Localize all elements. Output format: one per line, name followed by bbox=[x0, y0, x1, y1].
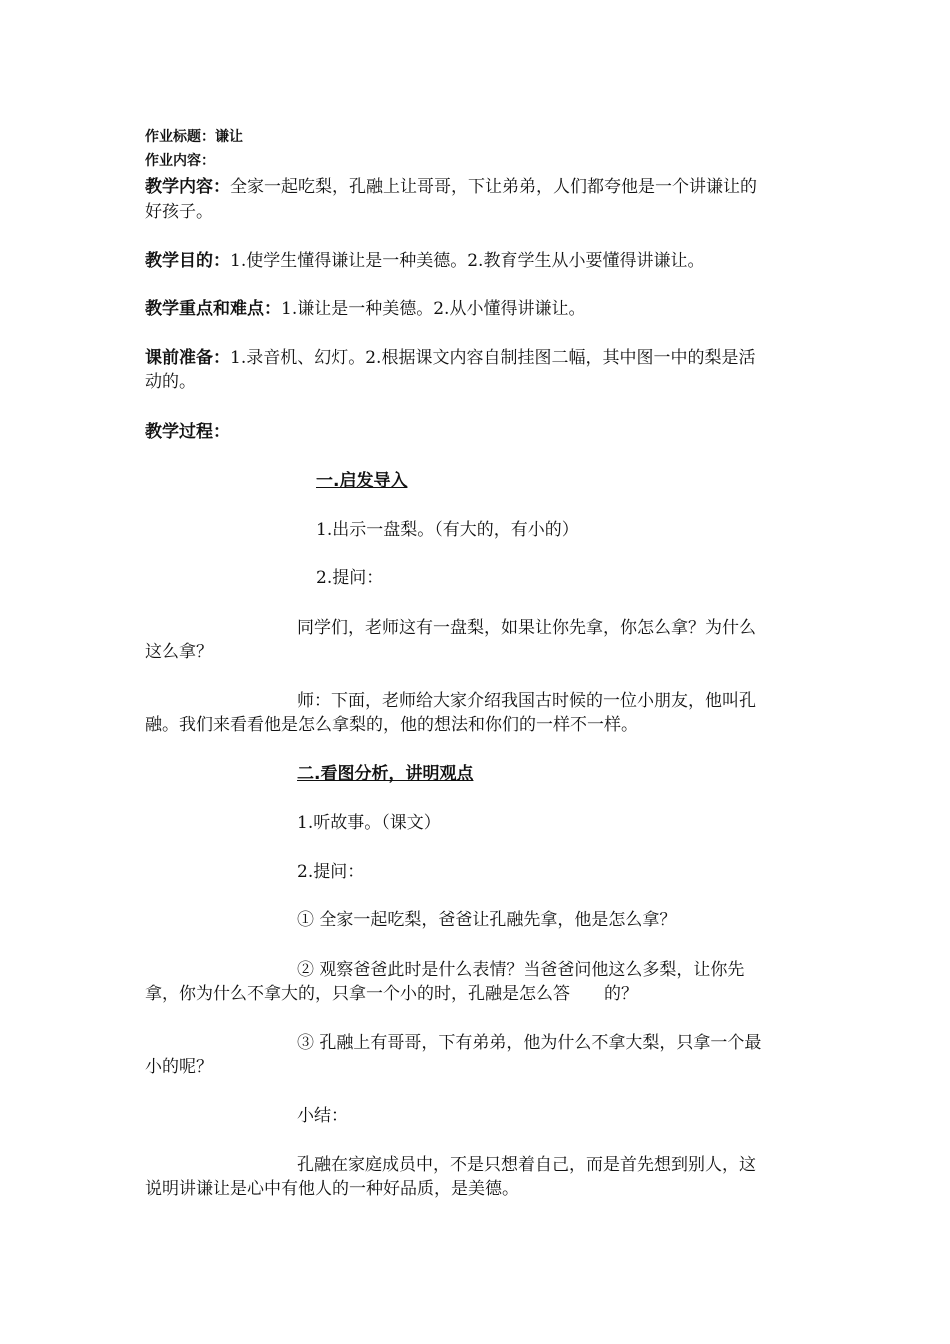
section1-para1-cont: 这么拿？ bbox=[145, 642, 213, 662]
teaching-goal-text: 1.使学生懂得谦让是一种美德。2.教育学生从小要懂得讲谦让。 bbox=[230, 251, 705, 271]
preparation-cont: 动的。 bbox=[145, 372, 196, 392]
section2-heading: 二.看图分析，讲明观点 bbox=[297, 764, 474, 784]
preparation bbox=[145, 346, 755, 370]
assignment-content-label: 作业内容： bbox=[145, 153, 215, 169]
teaching-content-cont: 好孩子。 bbox=[145, 202, 213, 222]
section1-item2: 2.提问： bbox=[316, 568, 384, 588]
process-label: 教学过程： bbox=[145, 422, 230, 442]
section1-heading: 一.启发导入 bbox=[316, 471, 408, 491]
preparation-label: 课前准备： bbox=[145, 348, 230, 368]
section2-question2-cont: 拿，你为什么不拿大的，只拿一个小的时，孔融是怎么答 的？ bbox=[145, 984, 638, 1004]
section2-item1: 1.听故事。（课文） bbox=[297, 813, 441, 833]
teaching-focus-label: 教学重点和难点： bbox=[145, 299, 281, 319]
teaching-focus-text: 1.谦让是一种美德。2.从小懂得讲谦让。 bbox=[281, 299, 586, 319]
section1-item1: 1.出示一盘梨。（有大的，有小的） bbox=[316, 520, 579, 540]
teaching-content-text: 全家一起吃梨，孔融上让哥哥，下让弟弟，人们都夸他是一个讲谦让的 bbox=[230, 177, 757, 197]
section2-question3-cont: 小的呢？ bbox=[145, 1057, 213, 1077]
section1-para1: 同学们，老师这有一盘梨，如果让你先拿，你怎么拿？为什么 bbox=[297, 618, 756, 638]
teaching-goal-label: 教学目的： bbox=[145, 251, 230, 271]
section2-question1: ① 全家一起吃梨，爸爸让孔融先拿，他是怎么拿？ bbox=[297, 910, 677, 930]
section2-summary-label: 小结： bbox=[297, 1106, 348, 1126]
section1-para2: 师：下面，老师给大家介绍我国古时候的一位小朋友，他叫孔 bbox=[297, 691, 756, 711]
teaching-focus bbox=[145, 297, 585, 321]
section2-item2: 2.提问： bbox=[297, 862, 365, 882]
section1-para2-cont: 融。我们来看看他是怎么拿梨的，他的想法和你们的一样不一样。 bbox=[145, 715, 638, 735]
section2-question3: ③ 孔融上有哥哥，下有弟弟，他为什么不拿大梨，只拿一个最 bbox=[297, 1033, 762, 1053]
section2-question2: ② 观察爸爸此时是什么表情？当爸爸问他这么多梨，让你先 bbox=[297, 960, 745, 980]
assignment-title: 作业标题：谦让 bbox=[145, 129, 243, 145]
teaching-content bbox=[145, 175, 757, 199]
preparation-text: 1.录音机、幻灯。2.根据课文内容自制挂图二幅，其中图一中的梨是活 bbox=[230, 348, 756, 368]
teaching-goal bbox=[145, 249, 704, 273]
teaching-content-label: 教学内容： bbox=[145, 177, 230, 197]
section2-summary-cont: 说明讲谦让是心中有他人的一种好品质，是美德。 bbox=[145, 1179, 519, 1199]
section2-summary: 孔融在家庭成员中，不是只想着自己，而是首先想到别人，这 bbox=[297, 1155, 756, 1175]
